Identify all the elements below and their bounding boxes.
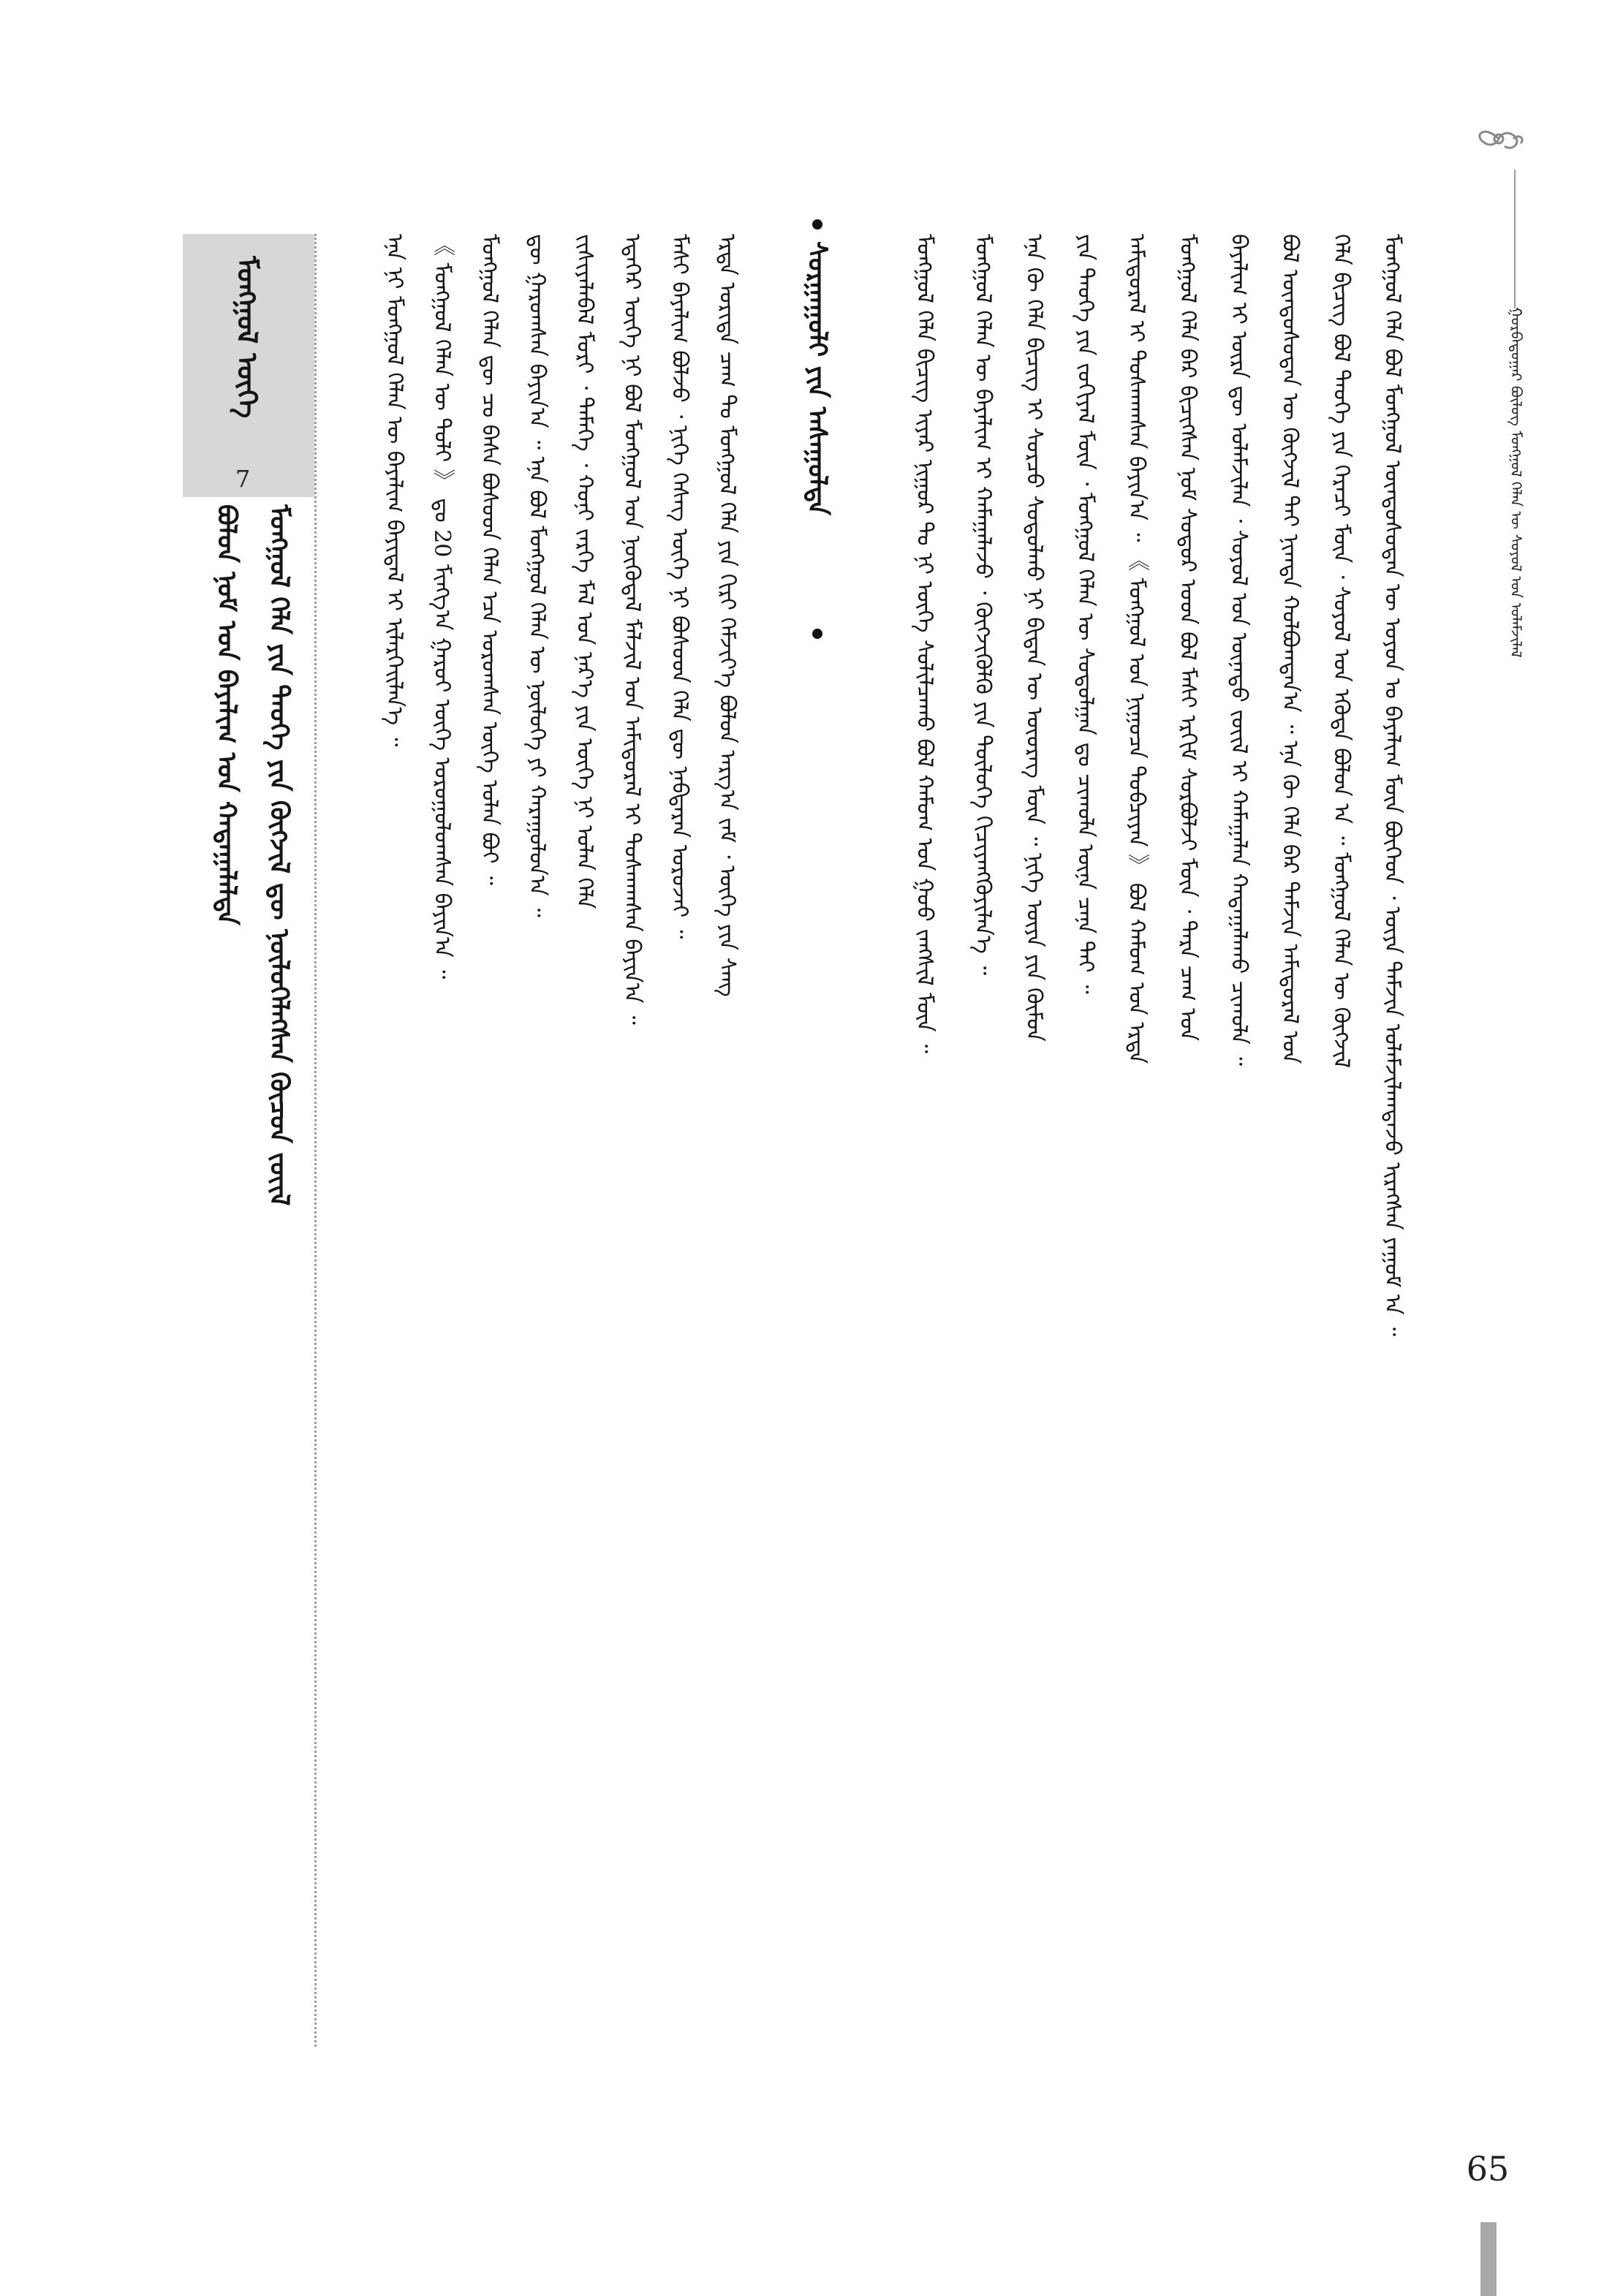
section-label: ᠮᠣᠩᠭᠣᠯ ᠦᠭᠡ [231,256,264,419]
scroll-ornament-icon [1469,117,1528,161]
running-head: ᠭᠤᠷᠪᠠᠳᠤᠭᠠᠷ ᠪᠦᠯᠦᠭ ᠮᠣᠩᠭᠣᠯ ᠬᠡᠯᠡᠨ ᠦ ᠰᠣᠶᠣᠯ ᠤᠨ ᠤᠯᠠᠮᠵᠢᠯᠠᠯ [1507,307,1525,658]
section-title-line: ᠪᠣᠯᠤᠨ ᠨᠣᠮ ᠤᠨ ᠪᠠᠶᠠᠯᠢᠭ ᠤᠨ ᠬᠠᠳᠠᠭᠠᠯᠠᠯᠲᠠ [211,504,242,925]
section-title-line: ᠮᠣᠩᠭᠣᠯ ᠬᠡᠯᠡ ᠶᠢᠨ ᠲᠡᠦᠬᠡ ᠶᠢᠨ ᠬᠥᠭᠵᠢᠯ ᠳᠦ ᠨᠥᠯᠦᠭᠡᠯᠡᠭᠰᠡᠨ ᠬᠦᠴᠦᠨ ᠵᠦᠢᠯ [264,504,295,1206]
boxed-body-column: ᠳᠦ ᠭᠠᠷᠤᠭᠰᠠᠨ ᠪᠠᠶᠢᠨ᠎ᠠ ᠃ ᠡᠨᠡ ᠪᠣᠯ ᠮᠣᠩᠭᠣᠯ ᠬᠡᠯᠡᠨ ᠦ ᠨᠥᠯᠦᠭᠡ ᠶᠢ ᠬᠠᠷᠠᠭᠤᠯᠤᠨ᠎ᠠ ᠃ [524,234,550,917]
page-number: 65 [1466,2149,1510,2189]
boxed-body-column: ᠡᠳᠡᠭᠡᠷ ᠦᠭᠡ ᠨᠢ ᠪᠣᠯ ᠮᠣᠩᠭᠣᠯ ᠤᠨ ᠨᠦᠭᠦᠳᠡᠯ ᠮᠠᠯᠵᠢᠯ ᠤᠨ ᠠᠮᠢᠳᠤᠷᠠᠯ ᠢ ᠲᠤᠰᠬᠠᠭᠰᠠᠨ ᠪᠠᠶᠢᠨ᠎ᠠ ᠃ [619,234,645,1025]
boxed-body-column: 《 ᠮᠣᠩᠭᠣᠯ ᠬᠡᠯᠡᠨ ᠦ ᠲᠣᠯᠢ 》 ᠳᠤ 20 ᠮᠢᠩᠭ᠎ᠠ ᠭᠠᠷᠤᠢ ᠦᠭᠡ ᠣᠷᠣᠭᠤᠯᠤᠭᠰᠠᠨ ᠪᠠᠶᠢᠨ᠎ᠠ ᠃ [429,234,455,980]
body-column: ᠪᠠᠶᠠᠯᠢᠭ ᠢ ᠦᠷᠡ ᠳᠦ ᠤᠯᠠᠮᠵᠢᠯᠠᠨ ᠂ ᠰᠣᠶᠣᠯ ᠤᠨ ᠦᠨᠡᠲᠦ ᠵᠦᠢᠯ ᠢ ᠬᠠᠮᠠᠭᠠᠯᠠᠨ ᠬᠠᠳᠠᠭᠠᠯᠠᠬᠤ ᠴᠢᠬᠤᠯᠠ ᠃ [1226,234,1252,1066]
body-column: ᠮᠣᠩᠭᠣᠯ ᠬᠡᠯᠡᠨ ᠦ ᠪᠠᠶᠠᠯᠢᠭ ᠢ ᠬᠠᠮᠠᠭᠠᠯᠠᠵᠤ ᠂ ᠬᠥᠭᠵᠢᠭᠦᠯᠬᠦ ᠶᠢᠨ ᠲᠥᠯᠥᠭᠡ ᠬᠢᠴᠢᠶᠡᠩᠭᠦᠶᠢᠯᠡᠨ᠎ᠡ ᠃ [970,234,996,975]
boxed-body-column: ᠡᠷᠲᠡ ᠤᠷᠢᠳᠠ ᠴᠠᠭ ᠲᠤ ᠮᠣᠩᠭᠣᠯ ᠬᠡᠯᠡ ᠶᠢᠨ ᠬᠢᠷᠢ ᠬᠡᠮᠵᠢᠶ᠎ᠡ ᠪᠣᠯᠤᠨ ᠠᠷᠭ᠎ᠠ ᠵᠠᠮ ᠂ ᠦᠭᠡ ᠶᠢᠨ ᠰᠠᠩ [714,234,740,997]
body-column: ᠮᠣᠩᠭᠣᠯ ᠬᠡᠯᠡ ᠪᠣᠯ ᠮᠣᠩᠭᠣᠯ ᠦᠨᠳᠦᠰᠦᠲᠡᠨ ᠦ ᠣᠶᠤᠨ ᠤ ᠪᠠᠶᠠᠯᠢᠭ ᠮᠥᠨ ᠪᠥᠭᠡᠳ ᠂ ᠦᠶᠡ ᠳᠠᠮᠵᠢᠨ ᠤᠯᠠᠮᠵᠢᠯᠠᠭᠳᠠᠵᠤ ᠢᠷᠡᠭᠰᠡᠨ ᠶᠠᠭᠤᠮ ᠠ ᠃ [1380,234,1405,1336]
body-column: ᠠᠮᠢᠳᠤᠷᠠᠯ ᠢ ᠲᠤᠰᠬᠠᠭᠰᠠᠨ ᠪᠠᠶᠢᠨ᠎ᠠ ᠃ 《 ᠮᠣᠩᠭᠣᠯ ᠤᠨ ᠨᠢᠭᠤᠴᠠ ᠲᠣᠪᠴᠢᠶᠠᠨ 》 ᠪᠣᠯ ᠬᠠᠮᠤᠭ ᠤᠨ ᠡᠷᠲᠡ [1124,234,1149,1064]
boxed-body-column: ᠵᠢᠱᠢᠶᠡᠯᠡᠪᠡᠯ ᠮᠣᠷᠢ ᠂ ᠲᠡᠮᠡᠭᠡ ᠂ ᠬᠣᠨᠢ ᠵᠡᠷᠭᠡ ᠮᠠᠯ ᠤᠨ ᠨᠡᠷ᠎ᠡ ᠶᠢᠨ ᠦᠭᠡ ᠨᠢ ᠣᠯᠠᠨ ᠬᠡᠯᠡ [572,234,597,909]
body-column: ᠬᠡᠯᠡ ᠪᠢᠴᠢᠭ ᠪᠣᠯ ᠲᠡᠦᠬᠡ ᠶᠢᠨ ᠭᠡᠷᠡᠴᠢ ᠮᠥᠨ ᠂ ᠰᠣᠶᠣᠯ ᠤᠨ ᠡᠭᠦᠳᠡ ᠪᠣᠯᠤᠨ ᠠ ᠃ ᠮᠣᠩᠭᠣᠯ ᠬᠡᠯᠡᠨ ᠦ ᠬᠥᠭᠵᠢᠯ [1328,234,1354,1069]
section-label-box [183,234,314,497]
thumb-tab [1480,2222,1497,2296]
section-number: 7 [235,465,251,493]
header-rule [1514,170,1516,308]
boxed-body-column: ᠡᠨᠡ ᠨᠢ ᠮᠣᠩᠭᠣᠯ ᠬᠡᠯᠡᠨ ᠦ ᠪᠠᠶᠠᠯᠢᠭ ᠪᠠᠶᠢᠳᠠᠯ ᠢ ᠢᠯᠡᠷᠬᠡᠢᠯᠡᠨ᠎ᠡ ᠃ [382,234,407,747]
boxed-body-column: ᠮᠣᠩᠭᠣᠯ ᠬᠡᠯᠡᠨ ᠳᠦ ᠴᠤ ᠪᠠᠰᠠ ᠪᠤᠰᠤᠳ ᠬᠡᠯᠡᠨ ᠡᠴᠡ ᠣᠷᠣᠭᠰᠠᠨ ᠦᠭᠡ ᠤᠯᠠᠨ ᠪᠣᠢ ᠃ [477,234,502,885]
dashed-divider [314,234,317,2047]
body-column: ᠶᠢᠨ ᠲᠡᠦᠬᠡ ᠶᠢᠨ ᠵᠣᠬᠢᠶᠠᠯ ᠮᠥᠨ ᠂ ᠮᠣᠩᠭᠣᠯ ᠬᠡᠯᠡᠨ ᠦ ᠰᠤᠳᠤᠯᠭᠠᠨ ᠳᠤ ᠴᠢᠬᠤᠯᠠ ᠦᠨᠡ ᠴᠡᠨᠡ ᠲᠡᠢ ᠃ [1072,234,1098,994]
body-column: ᠮᠣᠩᠭᠣᠯ ᠬᠡᠯᠡ ᠪᠠᠷ ᠪᠢᠴᠢᠭᠰᠡᠨ ᠨᠣᠮ ᠰᠤᠳᠤᠷ ᠤᠳ ᠪᠣᠯ ᠮᠠᠰᠢ ᠡᠷᠬᠢᠮ ᠰᠤᠷᠪᠤᠯᠵᠢ ᠮᠥᠨ ᠂ ᠲᠡᠷᠡ ᠴᠠᠭ ᠤᠨ [1175,234,1200,1042]
body-column: ᠮᠣᠩᠭᠣᠯ ᠬᠡᠯᠡ ᠪᠢᠴᠢᠭ ᠢᠶᠡᠷ ᠨᠢᠭᠤᠷ ᠲᠤ ᠨᠢ ᠦᠭᠡ ᠰᠣᠯᠢᠯᠴᠠᠬᠤ ᠪᠣᠯ ᠬᠠᠮᠤᠭ ᠤᠨ ᠭᠣᠣ ᠵᠠᠩᠱᠢᠯ ᠮᠥᠨ ᠃ [912,234,937,1053]
body-column: ᠡᠨᠡ ᠬᠦ ᠬᠡᠯᠡ ᠪᠢᠴᠢᠭ ᠢ ᠰᠤᠷᠴᠤ ᠰᠤᠳᠤᠯᠬᠤ ᠨᠢ ᠪᠢᠳᠡᠨ ᠦ ᠦᠦᠷᠡᠭ ᠮᠥᠨ ᠃ ᠨᠢᠭᠡ ᠦᠶᠡ ᠶᠢᠨ ᠬᠦᠮᠦᠨ [1021,234,1047,1042]
sub-heading: ᠰᠤᠷᠭᠠᠭᠤᠯᠢ ᠶᠢᠨ ᠠᠰᠠᠭᠤᠯᠲᠠ [802,241,833,515]
bullet-icon [812,219,822,230]
body-column: ᠪᠣᠯ ᠦᠨᠳᠦᠰᠦᠲᠡᠨ ᠦ ᠬᠥᠭᠵᠢᠯ ᠲᠡᠢ ᠨᠢᠭᠲᠠ ᠬᠣᠯᠪᠣᠭᠳᠠᠨ᠎ᠠ ᠃ ᠡᠨᠡ ᠬᠦ ᠬᠡᠯᠡ ᠪᠠᠷ ᠳᠠᠮᠵᠢᠨ ᠠᠮᠢᠳᠤᠷᠠᠯ ᠤᠨ [1277,234,1303,1064]
bullet-icon [812,629,822,639]
boxed-body-column: ᠮᠠᠰᠢ ᠪᠠᠶᠠᠯᠢᠭ ᠪᠣᠯᠵᠤ ᠂ ᠨᠢᠭᠡ ᠬᠡᠰᠡᠭ ᠦᠭᠡ ᠨᠢ ᠪᠤᠰᠤᠳ ᠬᠡᠯᠡ ᠳᠦ ᠨᠡᠪᠲᠡᠷᠡᠨ ᠣᠷᠣᠵᠠᠢ ᠃ [667,234,692,939]
